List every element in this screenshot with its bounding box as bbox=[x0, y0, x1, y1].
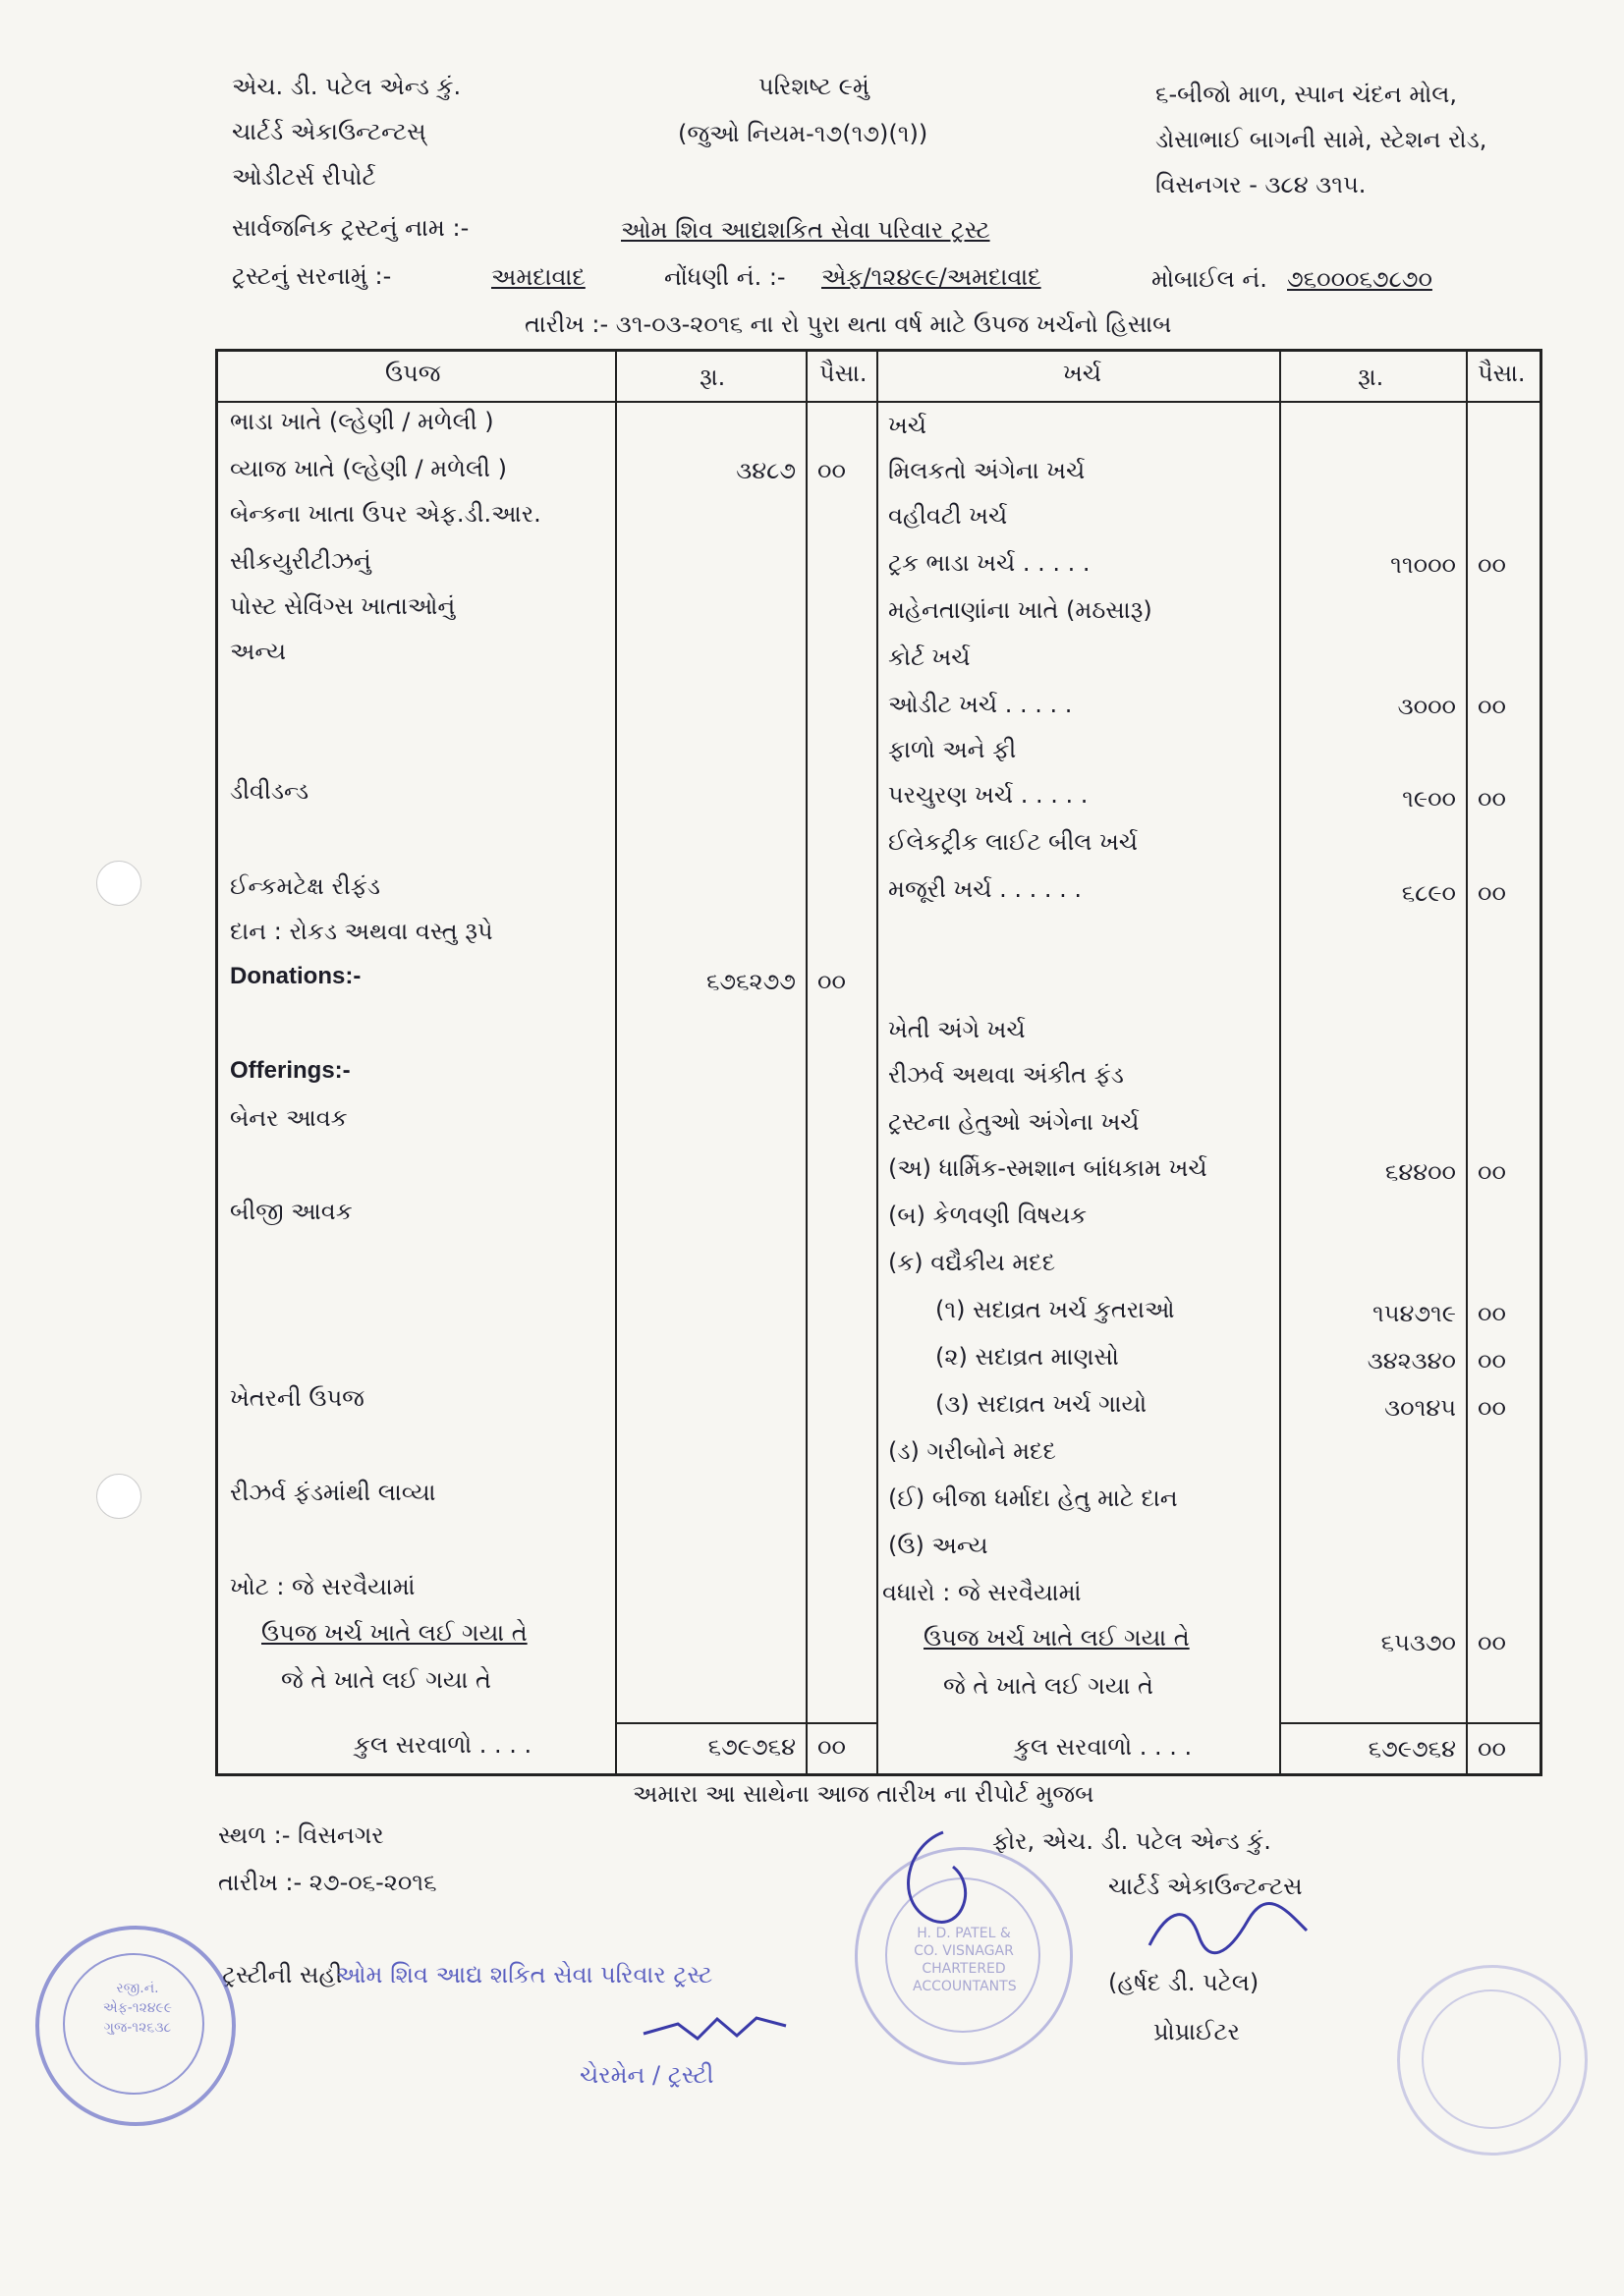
income-row-label: અન્ય bbox=[230, 638, 286, 665]
income-row-label: Donations:- bbox=[230, 963, 362, 989]
expense-row-rs: ૩૪૨૩૪૦ bbox=[1367, 1347, 1456, 1374]
trust-address-label: ટ્રસ્ટનું સરનામું :- bbox=[232, 262, 392, 290]
punch-hole bbox=[96, 861, 141, 906]
income-row-label: પોસ્ટ સેવિંગ્સ ખાતાઓનું bbox=[230, 592, 456, 620]
total-line-left bbox=[615, 1722, 878, 1724]
expense-row-label: (ક) વદ્યૈકીય મદદ bbox=[888, 1249, 1056, 1276]
expense-row-label: ઉપજ ખર્ચ ખાતે લઈ ગયા તે bbox=[924, 1624, 1190, 1652]
footer-firm-role: ચાર્ટર્ડ એકાઉન્ટન્ટસ bbox=[1108, 1873, 1303, 1900]
expense-row-rs: ૬૪૪૦૦ bbox=[1384, 1158, 1456, 1186]
expense-row-label: મહેનતાણાંના ખાતે (મઠસારૂ) bbox=[888, 596, 1152, 624]
rs-header-right: રૂા. bbox=[1358, 364, 1384, 391]
income-expense-table bbox=[215, 349, 1542, 1776]
schedule-rule: (જુઓ નિયમ-૧૭(૧૭)(૧)) bbox=[678, 120, 928, 147]
income-row-label: ઈન્કમટેક્ષ રીફંડ bbox=[230, 872, 381, 900]
total-line-right bbox=[1279, 1722, 1540, 1724]
trust-seal-reg: રજી.નં. એફ-૧૨૪૯૯ ગુજ-૧૨૬૩૮ bbox=[102, 1981, 173, 2036]
expense-row-label: કોર્ટ ખર્ચ bbox=[888, 644, 971, 671]
income-total-ps: ૦૦ bbox=[817, 1733, 846, 1761]
expense-total-ps: ૦૦ bbox=[1478, 1735, 1506, 1763]
income-row-label: દાન : રોકડ અથવા વસ્તુ રૂપે bbox=[230, 918, 493, 945]
expense-total-rs: ૬૭૯૭૬૪ bbox=[1368, 1735, 1456, 1763]
expense-row-label: રીઝર્વ અથવા અંકીત ફંડ bbox=[888, 1061, 1124, 1089]
schedule-title: પરિશષ્ટ ૯મું bbox=[758, 73, 869, 100]
expense-row-label: (ડ) ગરીબોને મદદ bbox=[888, 1437, 1056, 1465]
trust-seal bbox=[35, 1926, 236, 2126]
expense-row-rs: ૬૮૯૦ bbox=[1401, 879, 1456, 907]
proprietor-signature bbox=[1140, 1896, 1316, 1965]
expense-row-label: જે તે ખાતે લઈ ગયા તે bbox=[943, 1672, 1153, 1700]
for-firm: ફોર, એચ. ડી. પટેલ એન્ડ કું. bbox=[992, 1827, 1271, 1855]
income-row-label: રીઝર્વ ફંડમાંથી લાવ્યા bbox=[230, 1479, 436, 1506]
col-line bbox=[615, 352, 617, 1773]
income-row-label: બેન્કના ખાતા ઉપર એફ.ડી.આર. bbox=[230, 500, 541, 528]
ps-header-right: પૈસા. bbox=[1478, 360, 1526, 387]
expense-row-label: વધારો : જે સરવૈયામાં bbox=[882, 1579, 1082, 1606]
trust-name: ઓમ શિવ આદ્યશકિત સેવા પરિવાર ટ્રસ્ટ bbox=[621, 216, 990, 244]
expense-row-label: (બ) કેળવણી વિષયક bbox=[888, 1202, 1088, 1229]
col-line bbox=[806, 352, 808, 1773]
income-row-ps: ૦૦ bbox=[817, 968, 846, 995]
rs-header-left: રૂા. bbox=[700, 364, 726, 391]
expense-row-label: (ઉ) અન્ય bbox=[888, 1532, 988, 1559]
proprietor-label: પ્રોપ્રાઈટર bbox=[1153, 2018, 1240, 2045]
statement-title: તારીખ :- ૩૧-૦૩-૨૦૧૬ ના રો પુરા થતા વર્ષ માટે ઉપજ ખર્ચનો હિસાબ bbox=[525, 310, 1172, 338]
income-row-label: બેનર આવક bbox=[230, 1104, 348, 1132]
expense-row-label: પરચુરણ ખર્ચ . . . . . bbox=[888, 781, 1089, 809]
expense-row-label: મિલકતો અંગેના ખર્ચ bbox=[888, 457, 1086, 484]
income-row-label: ઉપજ ખર્ચ ખાતે લઈ ગયા તે bbox=[261, 1619, 528, 1647]
income-row-label: ખોટ : જે સરવૈયામાં bbox=[230, 1573, 416, 1600]
header-line bbox=[218, 401, 1540, 403]
report-note: અમારા આ સાથેના આજ તારીખ ના રીપોર્ટ મુજબ bbox=[633, 1780, 1094, 1808]
expense-row-label: વહીવટી ખર્ચ bbox=[888, 502, 1008, 530]
trust-name-label: સાર્વજનિક ટ્રસ્ટનું નામ :- bbox=[232, 214, 470, 242]
expense-row-label: ખર્ચ bbox=[888, 412, 926, 439]
expense-header: ખર્ચ bbox=[1063, 360, 1101, 387]
expense-row-ps: ૦૦ bbox=[1478, 693, 1506, 720]
expense-row-ps: ૦૦ bbox=[1478, 1394, 1506, 1422]
expense-row-label: (અ) ધાર્મિક-સ્મશાન બાંધકામ ખર્ચ bbox=[888, 1154, 1207, 1182]
mobile-label: મોબાઈલ નં. bbox=[1151, 265, 1267, 293]
expense-row-rs: ૬૫૩૭૦ bbox=[1380, 1629, 1456, 1656]
chairman-signature bbox=[639, 2004, 796, 2063]
income-row-ps: ૦૦ bbox=[817, 457, 846, 484]
expense-row-ps: ૦૦ bbox=[1478, 1347, 1506, 1374]
expense-row-label: (૧) સદાવ્રત ખર્ચ કુતરાઓ bbox=[935, 1296, 1175, 1323]
expense-row-label: મજૂરી ખર્ચ . . . . . . bbox=[888, 875, 1083, 903]
trust-stamp-text: ઓમ શિવ આદ્ય શકિત સેવા પરિવાર ટ્રસ્ટ bbox=[336, 1961, 713, 1988]
ca-seal-text: H. D. PATEL & CO. VISNAGAR CHARTERED ACCOUNTANTS bbox=[913, 1926, 1017, 1994]
expense-row-ps: ૦૦ bbox=[1478, 879, 1506, 907]
income-total-rs: ૬૭૯૭૬૪ bbox=[707, 1733, 796, 1761]
expense-row-label: ફાળો અને ફી bbox=[888, 736, 1017, 763]
expense-row-rs: ૩૦૦૦ bbox=[1397, 693, 1456, 720]
income-row-label: ડીવીડન્ડ bbox=[230, 777, 309, 805]
income-total-label: કુલ સરવાળો . . . . bbox=[354, 1731, 532, 1759]
expense-row-ps: ૦૦ bbox=[1478, 1300, 1506, 1327]
expense-row-label: ખેતી અંગે ખર્ચ bbox=[888, 1016, 1026, 1043]
income-row-label: સીકયુરીટીઝનું bbox=[230, 547, 371, 575]
expense-row-ps: ૦૦ bbox=[1478, 1158, 1506, 1186]
income-header: ઉપજ bbox=[385, 360, 441, 387]
address-line2: ડોસાભાઈ બાગની સામે, સ્ટેશન રોડ, bbox=[1155, 126, 1487, 153]
expense-row-label: ઈલેકટ્રીક લાઈટ બીલ ખર્ચ bbox=[888, 828, 1139, 856]
expense-row-label: (૨) સદાવ્રત માણસો bbox=[935, 1343, 1119, 1371]
trust-seal-right bbox=[1397, 1965, 1588, 2156]
income-row-label: વ્યાજ ખાતે (લ્હેણી / મળેલી ) bbox=[230, 455, 507, 482]
col-line bbox=[1466, 352, 1468, 1773]
expense-row-label: (૩) સદાવ્રત ખર્ચ ગાયો bbox=[935, 1390, 1148, 1418]
income-row-label: Offerings:- bbox=[230, 1057, 351, 1084]
expense-row-rs: ૧૯૦૦ bbox=[1402, 785, 1456, 812]
expense-row-rs: ૩૦૧૪૫ bbox=[1384, 1394, 1456, 1422]
trust-address: અમદાવાદ bbox=[491, 263, 586, 291]
address-line1: ૬-બીજો માળ, સ્પાન ચંદન મોલ, bbox=[1155, 81, 1458, 108]
income-row-rs: ૩૪૮૭ bbox=[736, 457, 796, 484]
chairman-label: ચેરમેન / ટ્રસ્ટી bbox=[580, 2061, 714, 2089]
expense-row-label: ટ્રસ્ટના હેતુઓ અંગેના ખર્ચ bbox=[888, 1108, 1140, 1136]
ca-signature-loop bbox=[884, 1827, 1002, 1935]
firm-role: ચાર્ટર્ડ એકાઉન્ટન્ટસ્ bbox=[232, 118, 426, 145]
income-row-label: જે તે ખાતે લઈ ગયા તે bbox=[281, 1666, 491, 1694]
expense-row-label: (ઈ) બીજા ધર્માદા હેતુ માટે દાન bbox=[888, 1484, 1178, 1512]
date-label: તારીખ :- ૨૭-૦૬-૨૦૧૬ bbox=[218, 1869, 437, 1896]
punch-hole bbox=[96, 1474, 141, 1519]
place-label: સ્થળ :- વિસનગર bbox=[218, 1821, 384, 1849]
expense-row-label: ટ્રક ભાડા ખર્ચ . . . . . bbox=[888, 549, 1091, 577]
proprietor-name: (હર્ષદ ડી. પટેલ) bbox=[1108, 1969, 1260, 1996]
reg-no: એફ/૧૨૪૯૯/અમદાવાદ bbox=[821, 263, 1041, 291]
firm-name: એચ. ડી. પટેલ એન્ડ કું. bbox=[232, 73, 462, 100]
expense-row-label: ઓડીટ ખર્ચ . . . . . bbox=[888, 691, 1073, 718]
col-line bbox=[876, 352, 878, 1773]
report-type: ઓડીટર્સ રીપોર્ટ bbox=[232, 163, 376, 191]
expense-row-ps: ૦૦ bbox=[1478, 1629, 1506, 1656]
expense-total-label: કુલ સરવાળો . . . . bbox=[1014, 1733, 1193, 1761]
ps-header-left: પૈસા. bbox=[819, 360, 868, 387]
expense-row-rs: ૧૫૪૭૧૯ bbox=[1372, 1300, 1456, 1327]
income-row-label: બીજી આવક bbox=[230, 1198, 353, 1225]
income-row-label: ખેતરની ઉપજ bbox=[230, 1384, 364, 1412]
reg-label: નોંધણી નં. :- bbox=[664, 263, 786, 291]
mobile-no: ૭૬૦૦૦૬૭૮૭૦ bbox=[1287, 265, 1432, 293]
trustee-sign-label: ટ્રસ્ટીની સહી bbox=[222, 1961, 343, 1988]
expense-row-ps: ૦૦ bbox=[1478, 785, 1506, 812]
address-line3: વિસનગર - ૩૮૪ ૩૧૫. bbox=[1155, 171, 1367, 198]
income-row-rs: ૬૭૬૨૭૭ bbox=[705, 968, 796, 995]
expense-row-rs: ૧૧૦૦૦ bbox=[1390, 551, 1456, 579]
expense-row-ps: ૦૦ bbox=[1478, 551, 1506, 579]
income-row-label: ભાડા ખાતે (લ્હેણી / મળેલી ) bbox=[230, 408, 494, 435]
